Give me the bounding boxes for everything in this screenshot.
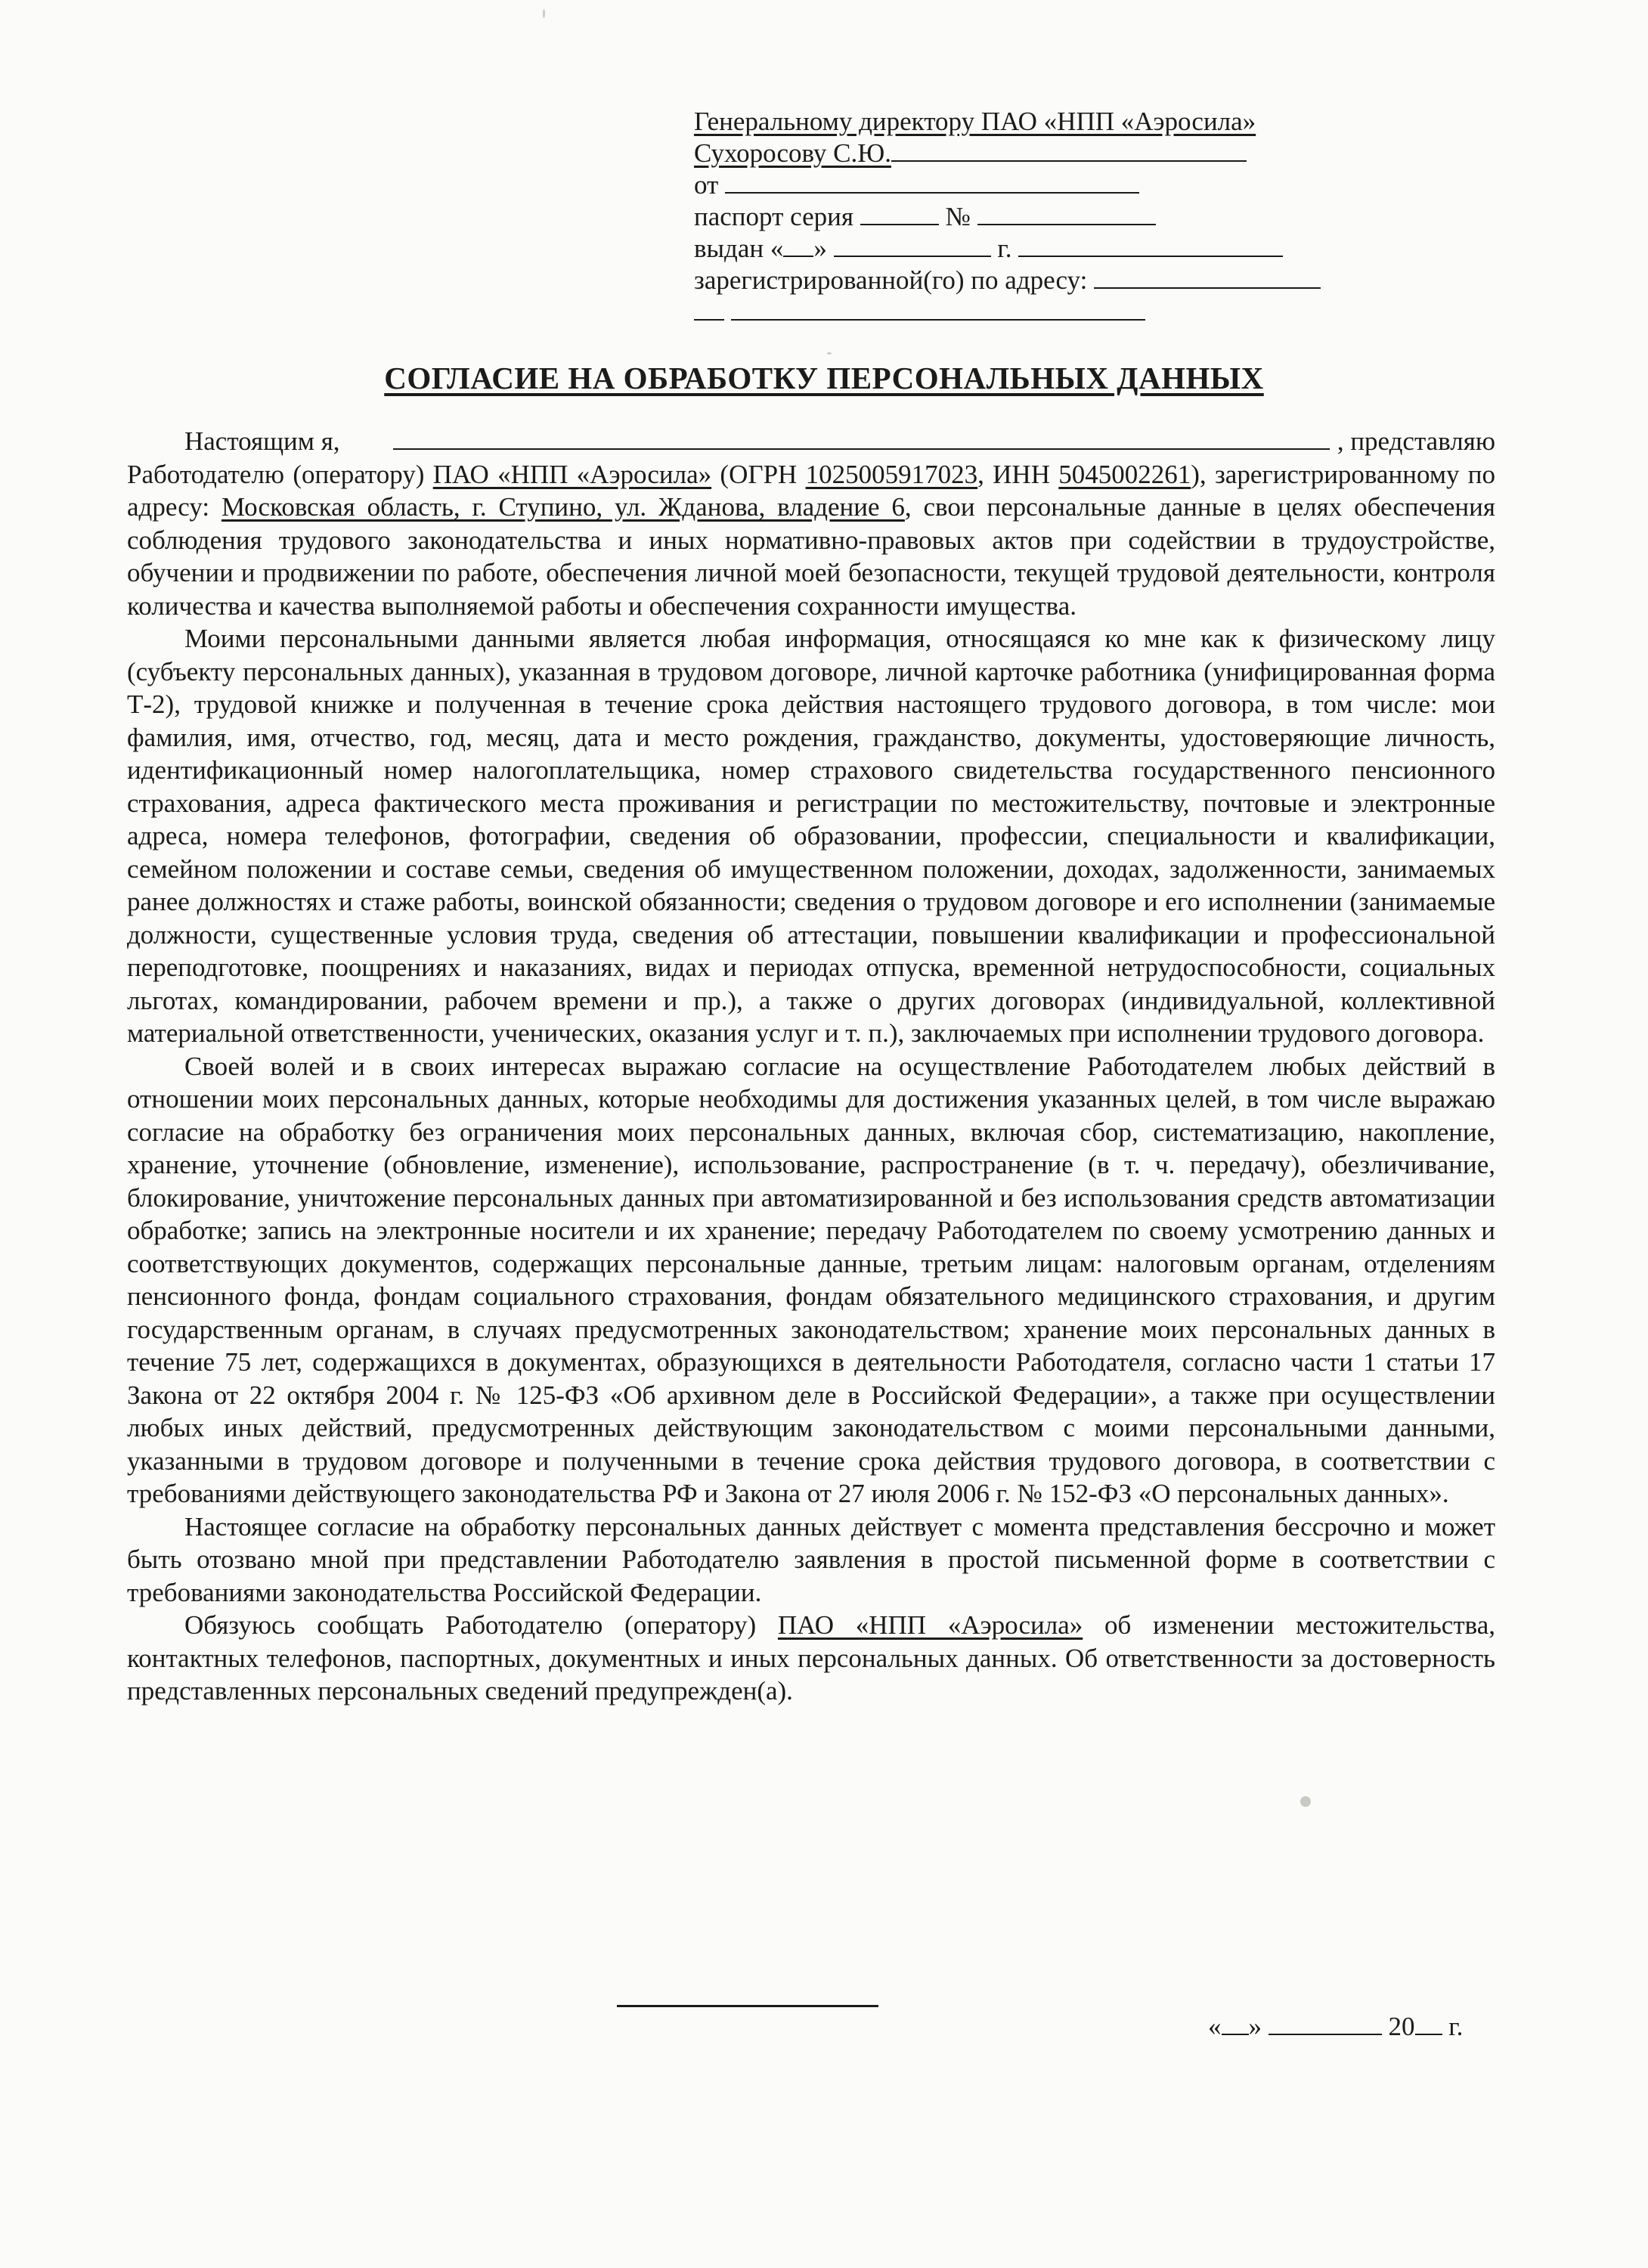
date-open-quote: « bbox=[1208, 2012, 1222, 2041]
date-field bbox=[1208, 2011, 1463, 2042]
date-year-suffix: г. bbox=[1448, 2012, 1464, 2041]
issued-by-blank bbox=[1018, 233, 1283, 257]
inn-value: 5045002261 bbox=[1058, 459, 1191, 489]
passport-label: паспорт серия bbox=[694, 202, 853, 231]
address-short-blank bbox=[694, 296, 724, 321]
registered-line bbox=[694, 265, 1450, 296]
issued-close-quote: » bbox=[813, 234, 827, 263]
from-line bbox=[694, 169, 1450, 201]
date-day-blank bbox=[1222, 2011, 1249, 2035]
paragraph-5-rest: об изменении местожительства, контактных телефонов, паспортных, документных и иных персональных данных. Об ответственности за достоверность представленных персональных сведений предупрежден(а). bbox=[127, 1610, 1495, 1706]
issued-month-blank bbox=[834, 233, 991, 257]
issued-day-blank bbox=[783, 233, 813, 257]
company-name: ПАО «НПП «Аэросила» bbox=[432, 459, 712, 489]
date-year-blank bbox=[1415, 2011, 1442, 2035]
paragraph-5-start: Обязуюсь сообщать Работодателю (оператору) bbox=[184, 1610, 778, 1640]
passport-series-blank bbox=[860, 201, 939, 225]
paragraph-1 bbox=[127, 458, 1495, 623]
scan-speck bbox=[543, 9, 545, 18]
from-label: от bbox=[694, 170, 719, 200]
consent-represent: , представляю bbox=[1337, 426, 1495, 456]
document-body bbox=[127, 425, 1495, 1708]
addressee-block bbox=[694, 106, 1450, 328]
document-title: СОГЛАСИЕ НА ОБРАБОТКУ ПЕРСОНАЛЬНЫХ ДАННЫХ bbox=[384, 361, 1264, 395]
passport-number-label: № bbox=[945, 202, 971, 231]
employer-label: Работодателю (оператору) bbox=[127, 459, 433, 489]
issued-year-label: г. bbox=[997, 234, 1012, 263]
addressee-name: Сухоросову С.Ю. bbox=[694, 138, 891, 168]
ogrn-label: (ОГРН bbox=[711, 459, 806, 489]
scan-speck bbox=[827, 352, 832, 355]
registered-address-blank bbox=[1094, 265, 1321, 289]
issued-line bbox=[694, 233, 1450, 265]
inn-label: , ИНН bbox=[977, 459, 1059, 489]
address-continuation-line bbox=[694, 296, 1450, 328]
registered-label: зарегистрированной(го) по адресу: bbox=[694, 265, 1088, 295]
passport-number-blank bbox=[977, 201, 1156, 225]
address-long-blank bbox=[731, 296, 1145, 321]
paragraph-4: Настоящее согласие на обработку персональных данных действует с момента представления бессрочно и может быть отозвано мной при представлении Работодателю заявления в простой письменной форме в соответствии с требованиями законодательства Российской Федерации. bbox=[127, 1511, 1495, 1607]
ogrn-value: 1025005917023 bbox=[805, 459, 978, 489]
addressee-name-blank bbox=[891, 138, 1247, 162]
issued-label: выдан « bbox=[694, 234, 784, 263]
company-name-repeat: ПАО «НПП «Аэросила» bbox=[777, 1610, 1083, 1640]
passport-line bbox=[694, 201, 1450, 233]
full-name-blank bbox=[393, 426, 1330, 450]
scan-speck bbox=[1300, 1796, 1311, 1807]
paragraph-2: Моими персональными данными является любая информация, относящаяся ко мне как к физическому лицу (субъекту персональных данных), указанная в трудовом договоре, личной карточке работника (унифицированная форма Т-2), трудовой книжке и полученная в течение срока действия настоящего трудового договора, в том числе: мои фамилия, имя, отчество, год, месяц, дата и место рождения, гражданство, документы, удостоверяющие личность, идентификационный номер налогоплательщика, номер страхового свидетельства государственного пенсионного страхования, адреса фактического места проживания и регистрации по местожительству, почтовые и электронные адреса, номера телефонов, фотографии, сведения об образовании, профессии, специальности и квалификации, семейном положении и составе семьи, сведения об имущественном положении, доходах, задолженности, занимаемых ранее должностях и стаже работы, воинской обязанности; сведения о трудовом договоре и его исполнении (занимаемые должности, существенные условия труда, сведения об аттестации, повышении квалификации и профессиональной переподготовке, поощрениях и наказаниях, видах и периодах отпуска, временной нетрудоспособности, социальных льготах, командировании, рабочем времени и пр.), а также о других договорах (индивидуальной, коллективной материальной ответственности, ученических, оказания услуг и т. п.), заключаемых при исполнении трудового договора. bbox=[127, 624, 1495, 1048]
company-address: Московская область, г. Ступино, ул. Жданова, владение 6 bbox=[221, 492, 905, 522]
paragraph-1-first-line bbox=[127, 425, 1495, 458]
paragraph-3: Своей волей и в своих интересах выражаю согласие на осуществление Работодателем любых действий в отношении моих персональных данных, которые необходимы для достижения указанных целей, в том числе выражаю согласие на обработку без ограничения моих персональных данных, включая сбор, систематизацию, накопление, хранение, уточнение (обновление, изменение), использование, распространение (в т. ч. передачу), обезличивание, блокирование, уничтожение персональных данных при автоматизированной и без использования средств автоматизации обработке; запись на электронные носители и их хранение; передачу Работодателем по своему усмотрению данных и соответствующих документов, содержащих персональные данные, третьим лицам: налоговым органам, отделениям пенсионного фонда, фондам социального страхования, фондам обязательного медицинского страхования, и другим государственным органам, в случаях предусмотренных законодательством; хранение моих персональных данных в течение 75 лет, содержащихся в документах, образующихся в деятельности Работодателя, согласно части 1 статьи 17 Закона от 22 октября 2004 г. № 125-ФЗ «Об архивном деле в Российской Федерации», а также при осуществлении любых иных действий, предусмотренных действующим законодательством с моими персональными данными, указанными в трудовом договоре и полученными в течение срока действия трудового договора, в соответствии с требованиями действующего законодательства РФ и Закона от 27 июля 2006 г. № 152-ФЗ «О персональных данных». bbox=[127, 1051, 1495, 1508]
addressee-name-line bbox=[694, 138, 1450, 169]
date-month-blank bbox=[1269, 2011, 1382, 2035]
from-blank bbox=[725, 169, 1139, 194]
paragraph-1-rest: , свои персональные данные в целях обеспечения соблюдения трудового законодательства и иных нормативно-правовых актов при содействии в трудоустройстве, обучении и продвижении по работе, обеспечения личной моей безопасности, текущей трудовой деятельности, контроля количества и качества выполняемой работы и обеспечения сохранности имущества. bbox=[127, 492, 1495, 621]
paragraph-5 bbox=[127, 1609, 1495, 1708]
date-century: 20 bbox=[1388, 2012, 1415, 2041]
addressee-title: Генеральному директору ПАО «НПП «Аэросила» bbox=[694, 107, 1256, 136]
signature-line bbox=[617, 2005, 878, 2007]
date-close-quote: » bbox=[1248, 2012, 1262, 2041]
registered-address-label: ), зарегистрированному по адресу: bbox=[127, 459, 1495, 522]
consent-start: Настоящим я, bbox=[184, 426, 340, 456]
